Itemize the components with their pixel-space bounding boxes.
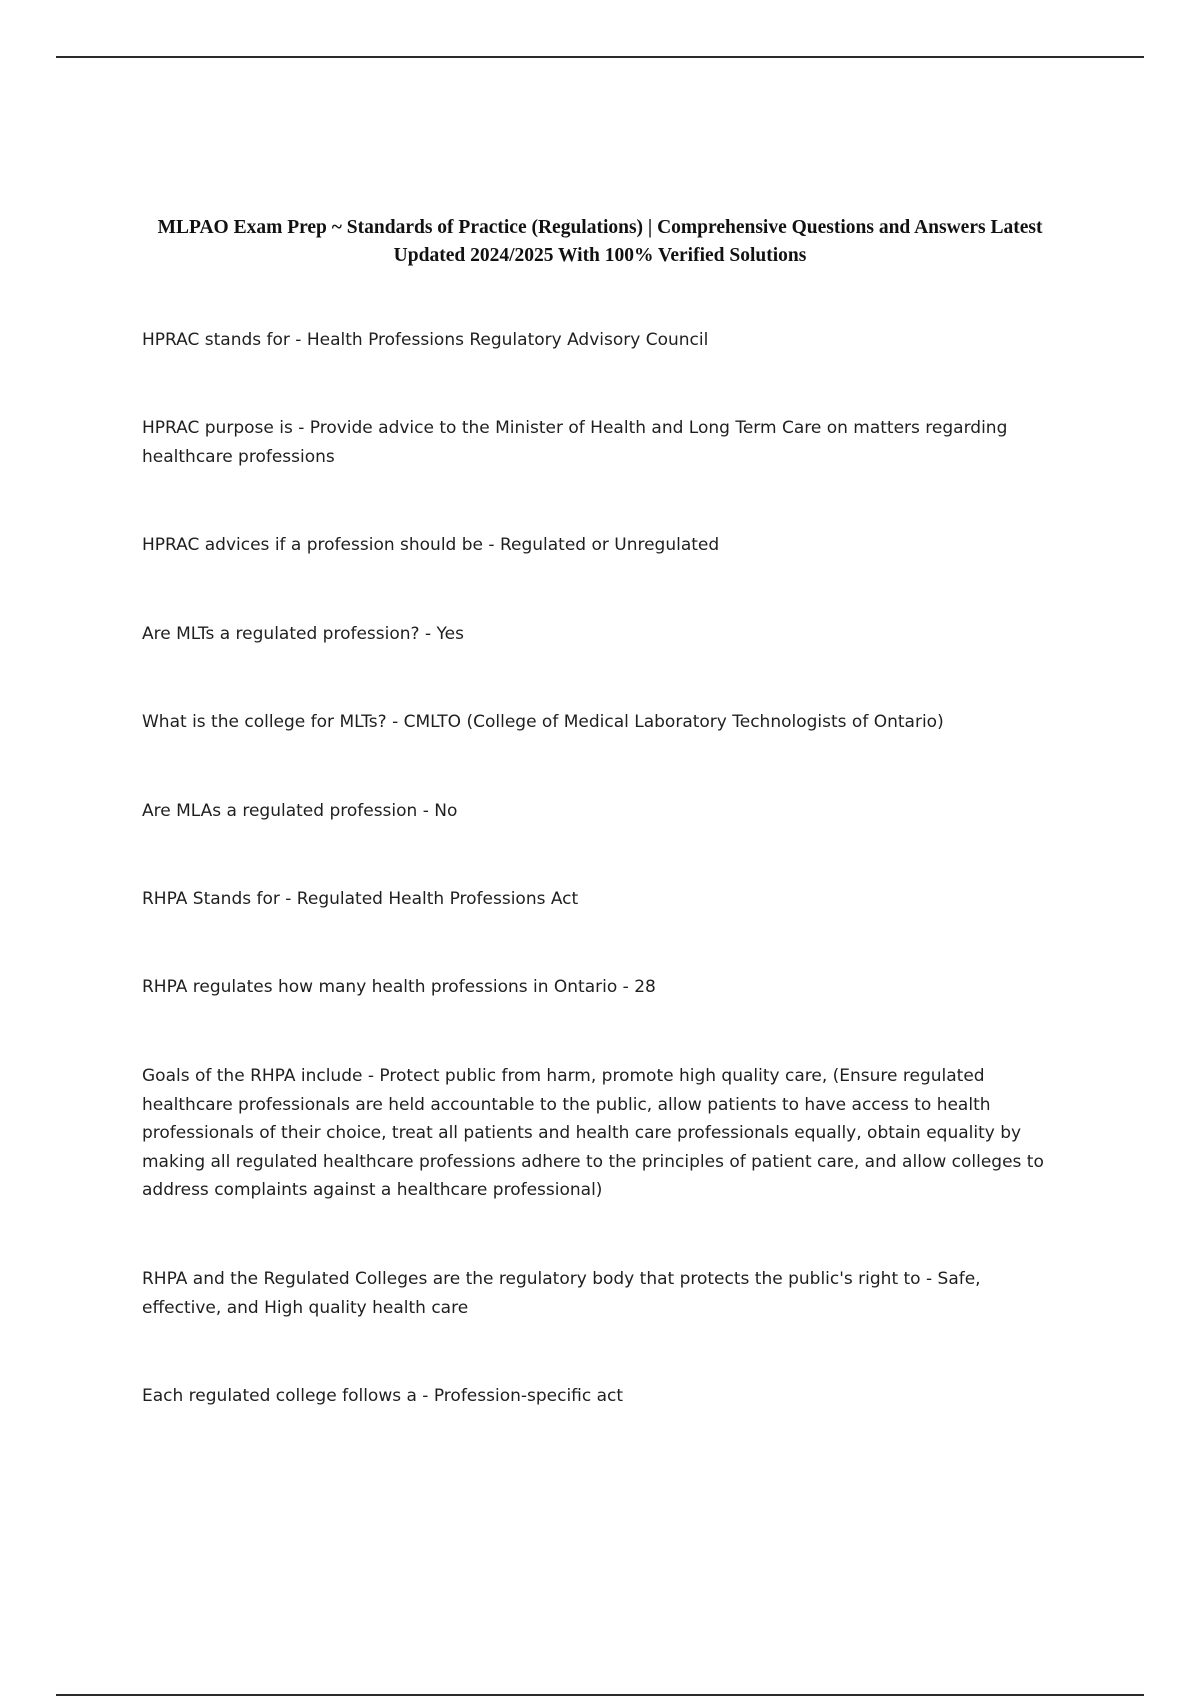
- qa-item: Are MLAs a regulated profession - No: [142, 801, 458, 821]
- qa-item: RHPA and the Regulated Colleges are the regulatory body that protects the public's right to - Safe, effective, and High quality health care: [142, 1269, 981, 1318]
- document-title: MLPAO Exam Prep ~ Standards of Practice (Regulations) | Comprehensive Questions and Answers Latest Updated 2024/2025 With 100% Verified Solutions: [157, 217, 1043, 266]
- qa-item: Each regulated college follows a - Profession-specific act: [142, 1386, 624, 1406]
- qa-item: What is the college for MLTs? - CMLTO (College of Medical Laboratory Technologists of Ontario): [142, 712, 944, 732]
- qa-item: RHPA Stands for - Regulated Health Professions Act: [142, 889, 579, 909]
- qa-item: HPRAC stands for - Health Professions Regulatory Advisory Council: [142, 330, 709, 350]
- qa-item: Are MLTs a regulated profession? - Yes: [142, 624, 464, 644]
- top-rule: [56, 56, 1144, 58]
- qa-item: Goals of the RHPA include - Protect public from harm, promote high quality care, (Ensure regulated healthcare professionals are held accountable to the public, allow patients to have access to health professionals of their choice, treat all patients and health care professionals equally, obtain equality by making all regulated healthcare professions adhere to the principles of patient care, and allow colleges to address complaints against a healthcare professional): [142, 1066, 1044, 1200]
- qa-item: RHPA regulates how many health professions in Ontario - 28: [142, 977, 656, 997]
- qa-item: HPRAC advices if a profession should be - Regulated or Unregulated: [142, 535, 720, 555]
- bottom-rule: [56, 1694, 1144, 1696]
- qa-item: HPRAC purpose is - Provide advice to the Minister of Health and Long Term Care on matters regarding healthcare professions: [142, 418, 1008, 467]
